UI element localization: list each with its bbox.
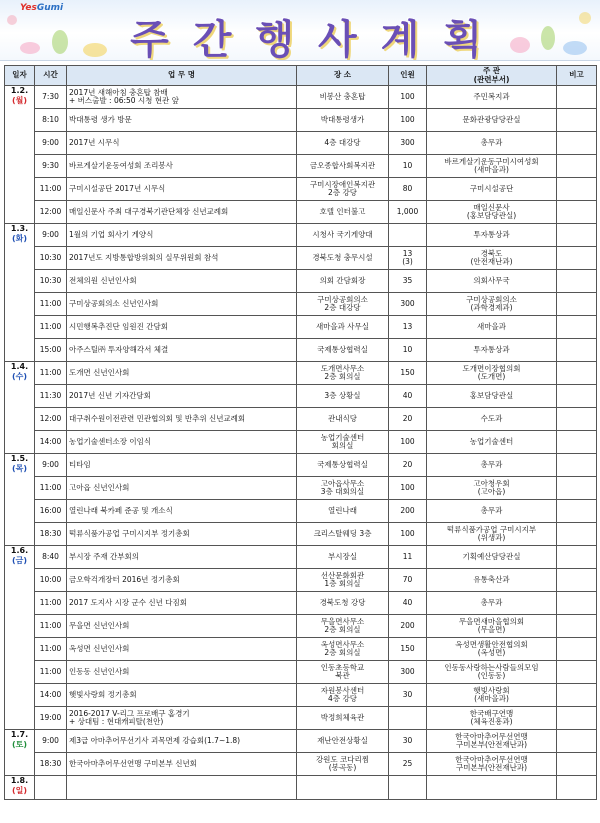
event-dept: 농업기술센터 (427, 431, 557, 454)
event-note (557, 339, 597, 362)
event-task (67, 776, 297, 800)
event-count: 100 (389, 477, 427, 500)
date-cell (5, 224, 35, 362)
event-task: 2016-2017 V-리그 프로배구 홈경기 + 상대팀 : 현대캐피탈(천안) (67, 707, 297, 730)
table-row (5, 707, 597, 730)
table-row (5, 362, 597, 385)
event-note (557, 224, 597, 247)
event-place: 도개면사무소 2층 회의실 (297, 362, 389, 385)
event-count: 13 (389, 316, 427, 339)
event-count (389, 224, 427, 247)
event-time: 11:00 (35, 316, 67, 339)
event-count: 300 (389, 293, 427, 316)
event-task: 도개면 신년인사회 (67, 362, 297, 385)
table-row (5, 684, 597, 707)
event-time: 19:00 (35, 707, 67, 730)
event-time: 15:00 (35, 339, 67, 362)
event-place: 박대통령생가 (297, 109, 389, 132)
event-time: 18:30 (35, 523, 67, 546)
logo (20, 3, 63, 13)
event-note (557, 546, 597, 569)
event-time: 11:30 (35, 385, 67, 408)
event-place: 관내식당 (297, 408, 389, 431)
date-cell (5, 86, 35, 224)
event-task: 1월의 기업 회사기 게양식 (67, 224, 297, 247)
event-place: 인동초등학교 북관 (297, 661, 389, 684)
event-place: 크리스탈웨딩 3층 (297, 523, 389, 546)
event-time: 7:30 (35, 86, 67, 109)
table-row (5, 270, 597, 293)
event-dept: 인동동사랑하는사람들의모임 (인동동) (427, 661, 557, 684)
schedule-table (4, 65, 597, 800)
event-count: 40 (389, 385, 427, 408)
event-count: 100 (389, 86, 427, 109)
weekday-label: (금) (11, 556, 28, 565)
event-task: 대구취수원이전관련 민관협의회 및 반추위 신년교례회 (67, 408, 297, 431)
event-task: 인동동 신년인사회 (67, 661, 297, 684)
date-cell (5, 454, 35, 546)
event-dept: 총무과 (427, 132, 557, 155)
event-count: 150 (389, 362, 427, 385)
event-dept: 투자통상과 (427, 224, 557, 247)
event-count: 150 (389, 638, 427, 661)
event-count: 300 (389, 132, 427, 155)
event-place: 고아읍사무소 3층 대회의실 (297, 477, 389, 500)
event-time: 14:00 (35, 431, 67, 454)
table-row (5, 730, 597, 753)
event-dept: 주민복지과 (427, 86, 557, 109)
table-row (5, 569, 597, 592)
event-dept: 총무과 (427, 500, 557, 523)
event-task: 박대통령 생가 방문 (67, 109, 297, 132)
weekday-label: (화) (11, 234, 28, 243)
weekday-label: (목) (11, 464, 28, 473)
event-time: 10:30 (35, 247, 67, 270)
event-place: 경북도청 충무시설 (297, 247, 389, 270)
event-place: 국제통상협력실 (297, 454, 389, 477)
event-task: 농업기술센터소장 이임식 (67, 431, 297, 454)
event-dept: 떡류식품가공업 구미시지부 (위생과) (427, 523, 557, 546)
table-row (5, 776, 597, 800)
col-note: 비고 (557, 66, 597, 86)
event-dept: 한국아마추어무선연맹 구미본부(안전재난과) (427, 730, 557, 753)
event-count: 100 (389, 523, 427, 546)
event-time: 10:00 (35, 569, 67, 592)
event-note (557, 293, 597, 316)
event-task: 티타임 (67, 454, 297, 477)
event-dept: 총무과 (427, 592, 557, 615)
event-task: 바르게살기운동여성회 조리봉사 (67, 155, 297, 178)
event-time: 11:00 (35, 615, 67, 638)
event-time: 8:40 (35, 546, 67, 569)
event-task: 햇빛사랑회 정기총회 (67, 684, 297, 707)
event-task: 2017년 시무식 (67, 132, 297, 155)
event-task: 떡류식품가공업 구미시지부 정기총회 (67, 523, 297, 546)
event-place: 재난안전상황실 (297, 730, 389, 753)
table-row (5, 155, 597, 178)
event-dept: 햇빛사랑회 (새마을과) (427, 684, 557, 707)
event-time: 11:00 (35, 477, 67, 500)
event-dept: 의회사무국 (427, 270, 557, 293)
date-cell (5, 546, 35, 730)
table-row (5, 500, 597, 523)
event-count: 13 (3) (389, 247, 427, 270)
event-task: 고아읍 신년인사회 (67, 477, 297, 500)
table-row (5, 109, 597, 132)
event-task: 구미상공회의소 신년인사회 (67, 293, 297, 316)
event-note (557, 247, 597, 270)
col-date: 일자 (5, 66, 35, 86)
event-place: 농업기술센터 회의실 (297, 431, 389, 454)
event-dept: 매일신문사 (홍보담당관실) (427, 201, 557, 224)
event-count: 100 (389, 431, 427, 454)
table-row (5, 201, 597, 224)
event-place: 시청사 국기게양대 (297, 224, 389, 247)
event-count: 80 (389, 178, 427, 201)
date-label: 1.5. (10, 454, 29, 463)
event-task: 2017년도 지방통합방위회의 실무위원회 참석 (67, 247, 297, 270)
event-time: 9:00 (35, 132, 67, 155)
event-place: 박정희체육관 (297, 707, 389, 730)
event-place: 구미상공회의소 2층 대강당 (297, 293, 389, 316)
event-count: 10 (389, 155, 427, 178)
date-label: 1.8. (10, 776, 29, 785)
event-task: 옥성면 신년인사회 (67, 638, 297, 661)
event-place: 무을면사무소 2층 회의실 (297, 615, 389, 638)
event-note (557, 753, 597, 776)
table-row (5, 615, 597, 638)
table-row (5, 385, 597, 408)
date-cell (5, 730, 35, 776)
event-count (389, 707, 427, 730)
event-task: 아주스틸㈜ 투자양해각서 체결 (67, 339, 297, 362)
event-dept (427, 776, 557, 800)
event-count: 20 (389, 408, 427, 431)
event-task: 부시장 주재 간부회의 (67, 546, 297, 569)
page-title: 주간행사계획 (130, 17, 506, 61)
event-task: 구미시설공단 2017년 시무식 (67, 178, 297, 201)
table-header-row (5, 66, 597, 86)
event-dept: 수도과 (427, 408, 557, 431)
event-place: 자원봉사센터 4층 강당 (297, 684, 389, 707)
event-note (557, 684, 597, 707)
event-place: 금오종합사회복지관 (297, 155, 389, 178)
event-count: 35 (389, 270, 427, 293)
event-task: 매일신문사 주최 대구경북기관단체장 신년교례회 (67, 201, 297, 224)
event-note (557, 592, 597, 615)
weekday-label: (수) (11, 372, 28, 381)
table-row (5, 132, 597, 155)
event-place: 열린나래 (297, 500, 389, 523)
event-time: 9:00 (35, 224, 67, 247)
event-task: 금오학걱개장터 2016년 정기총회 (67, 569, 297, 592)
event-place: 3층 상황실 (297, 385, 389, 408)
event-count: 20 (389, 454, 427, 477)
event-note (557, 155, 597, 178)
table-row (5, 753, 597, 776)
event-note (557, 500, 597, 523)
event-time: 9:00 (35, 454, 67, 477)
event-dept: 경북도 (안전재난과) (427, 247, 557, 270)
event-time: 11:00 (35, 638, 67, 661)
col-count: 인원 (389, 66, 427, 86)
table-row (5, 477, 597, 500)
logo-prefix: Yes (20, 3, 37, 13)
event-place: 강원도 코다리찜 (봉곡동) (297, 753, 389, 776)
event-task: 제3급 아마추어무선기사 괴목면제 강습회(1.7~1.8) (67, 730, 297, 753)
col-time: 시간 (35, 66, 67, 86)
table-row (5, 454, 597, 477)
event-dept: 기획예산담당관실 (427, 546, 557, 569)
event-note (557, 362, 597, 385)
event-place: 구미시장애인복지관 2층 강당 (297, 178, 389, 201)
table-row (5, 86, 597, 109)
event-time: 16:00 (35, 500, 67, 523)
event-note (557, 661, 597, 684)
event-task: 2017년 새해아침 충혼탑 참배 + 버스출발 : 06:50 시청 현관 앞 (67, 86, 297, 109)
table-row (5, 339, 597, 362)
weekday-label: (토) (11, 740, 28, 749)
event-note (557, 730, 597, 753)
event-time: 8:10 (35, 109, 67, 132)
date-label: 1.6. (10, 546, 29, 555)
event-dept: 도개면이장협의회 (도개면) (427, 362, 557, 385)
table-row (5, 592, 597, 615)
event-dept: 새마을과 (427, 316, 557, 339)
event-note (557, 431, 597, 454)
event-count: 25 (389, 753, 427, 776)
date-cell (5, 362, 35, 454)
date-label: 1.4. (10, 362, 29, 371)
event-dept: 고아청우회 (고아읍) (427, 477, 557, 500)
weekday-label: (월) (11, 96, 28, 105)
event-note (557, 454, 597, 477)
table-row (5, 408, 597, 431)
date-label: 1.3. (10, 224, 29, 233)
logo-suffix: Gumi (36, 3, 64, 13)
event-dept: 옥성면생활안전협의회 (옥성면) (427, 638, 557, 661)
event-place (297, 776, 389, 800)
event-count (389, 776, 427, 800)
event-dept: 무을면새마을협의회 (무을면) (427, 615, 557, 638)
event-time: 14:00 (35, 684, 67, 707)
event-time: 11:00 (35, 362, 67, 385)
event-count: 100 (389, 109, 427, 132)
event-note (557, 316, 597, 339)
event-place: 옥성면사무소 2층 회의실 (297, 638, 389, 661)
event-task: 열린나래 북카페 준공 및 개소식 (67, 500, 297, 523)
event-count: 70 (389, 569, 427, 592)
event-time: 11:00 (35, 178, 67, 201)
event-note (557, 638, 597, 661)
event-place: 선산문화회관 1층 회의실 (297, 569, 389, 592)
table-row (5, 316, 597, 339)
event-place: 국제통상협력실 (297, 339, 389, 362)
event-note (557, 132, 597, 155)
event-task: 한국아마추어무선연맹 구미본부 신년회 (67, 753, 297, 776)
col-dept: 주 관 (관련부서) (427, 66, 557, 86)
event-note (557, 615, 597, 638)
event-place: 4층 대강당 (297, 132, 389, 155)
event-dept: 문화관광담당관실 (427, 109, 557, 132)
event-dept: 구미시설공단 (427, 178, 557, 201)
col-place: 장 소 (297, 66, 389, 86)
event-note (557, 569, 597, 592)
table-row (5, 293, 597, 316)
event-count: 40 (389, 592, 427, 615)
event-count: 11 (389, 546, 427, 569)
event-time: 9:30 (35, 155, 67, 178)
event-place: 부시장실 (297, 546, 389, 569)
event-dept: 한국아마추어무선연맹 구미본부(안전재난과) (427, 753, 557, 776)
event-dept: 총무과 (427, 454, 557, 477)
event-time: 11:00 (35, 661, 67, 684)
event-note (557, 178, 597, 201)
event-count: 200 (389, 500, 427, 523)
event-count: 300 (389, 661, 427, 684)
date-label: 1.2. (10, 86, 29, 95)
event-time: 11:00 (35, 293, 67, 316)
event-note (557, 109, 597, 132)
event-count: 30 (389, 684, 427, 707)
event-count: 30 (389, 730, 427, 753)
event-note (557, 523, 597, 546)
event-count: 200 (389, 615, 427, 638)
event-dept: 바르게살기운동구미시여성회 (새마을과) (427, 155, 557, 178)
event-time: 10:30 (35, 270, 67, 293)
event-task: 전체의원 신년인사회 (67, 270, 297, 293)
event-note (557, 776, 597, 800)
event-dept: 투자통상과 (427, 339, 557, 362)
event-time: 18:30 (35, 753, 67, 776)
event-count: 10 (389, 339, 427, 362)
date-label: 1.7. (10, 730, 29, 739)
event-count: 1,000 (389, 201, 427, 224)
event-dept: 유통축산과 (427, 569, 557, 592)
table-row (5, 224, 597, 247)
table-row (5, 178, 597, 201)
event-task: 무을면 신년인사회 (67, 615, 297, 638)
event-place: 호텔 인터불고 (297, 201, 389, 224)
table-row (5, 546, 597, 569)
event-time (35, 776, 67, 800)
event-dept: 한국배구연맹 (체육진흥과) (427, 707, 557, 730)
table-row (5, 638, 597, 661)
col-task: 업 무 명 (67, 66, 297, 86)
event-time: 9:00 (35, 730, 67, 753)
event-place: 경북도청 강당 (297, 592, 389, 615)
event-place: 새마을과 사무실 (297, 316, 389, 339)
event-place: 의회 간담회장 (297, 270, 389, 293)
table-row (5, 431, 597, 454)
event-task: 2017 도지사 시장 군수 신년 다짐회 (67, 592, 297, 615)
date-cell (5, 776, 35, 800)
table-row (5, 661, 597, 684)
table-row (5, 523, 597, 546)
event-note (557, 270, 597, 293)
event-note (557, 385, 597, 408)
event-note (557, 477, 597, 500)
weekday-label: (일) (11, 786, 28, 795)
event-time: 12:00 (35, 201, 67, 224)
event-note (557, 86, 597, 109)
page-header (0, 0, 600, 61)
event-task: 2017년 신년 기자간담회 (67, 385, 297, 408)
event-task: 시민행복추진단 임원진 간담회 (67, 316, 297, 339)
event-time: 12:00 (35, 408, 67, 431)
event-dept: 홍보담당관실 (427, 385, 557, 408)
event-note (557, 408, 597, 431)
table-row (5, 247, 597, 270)
event-place: 비봉산 충혼탑 (297, 86, 389, 109)
event-note (557, 201, 597, 224)
event-time: 11:00 (35, 592, 67, 615)
event-dept: 구미상공회의소 (과학경제과) (427, 293, 557, 316)
event-note (557, 707, 597, 730)
